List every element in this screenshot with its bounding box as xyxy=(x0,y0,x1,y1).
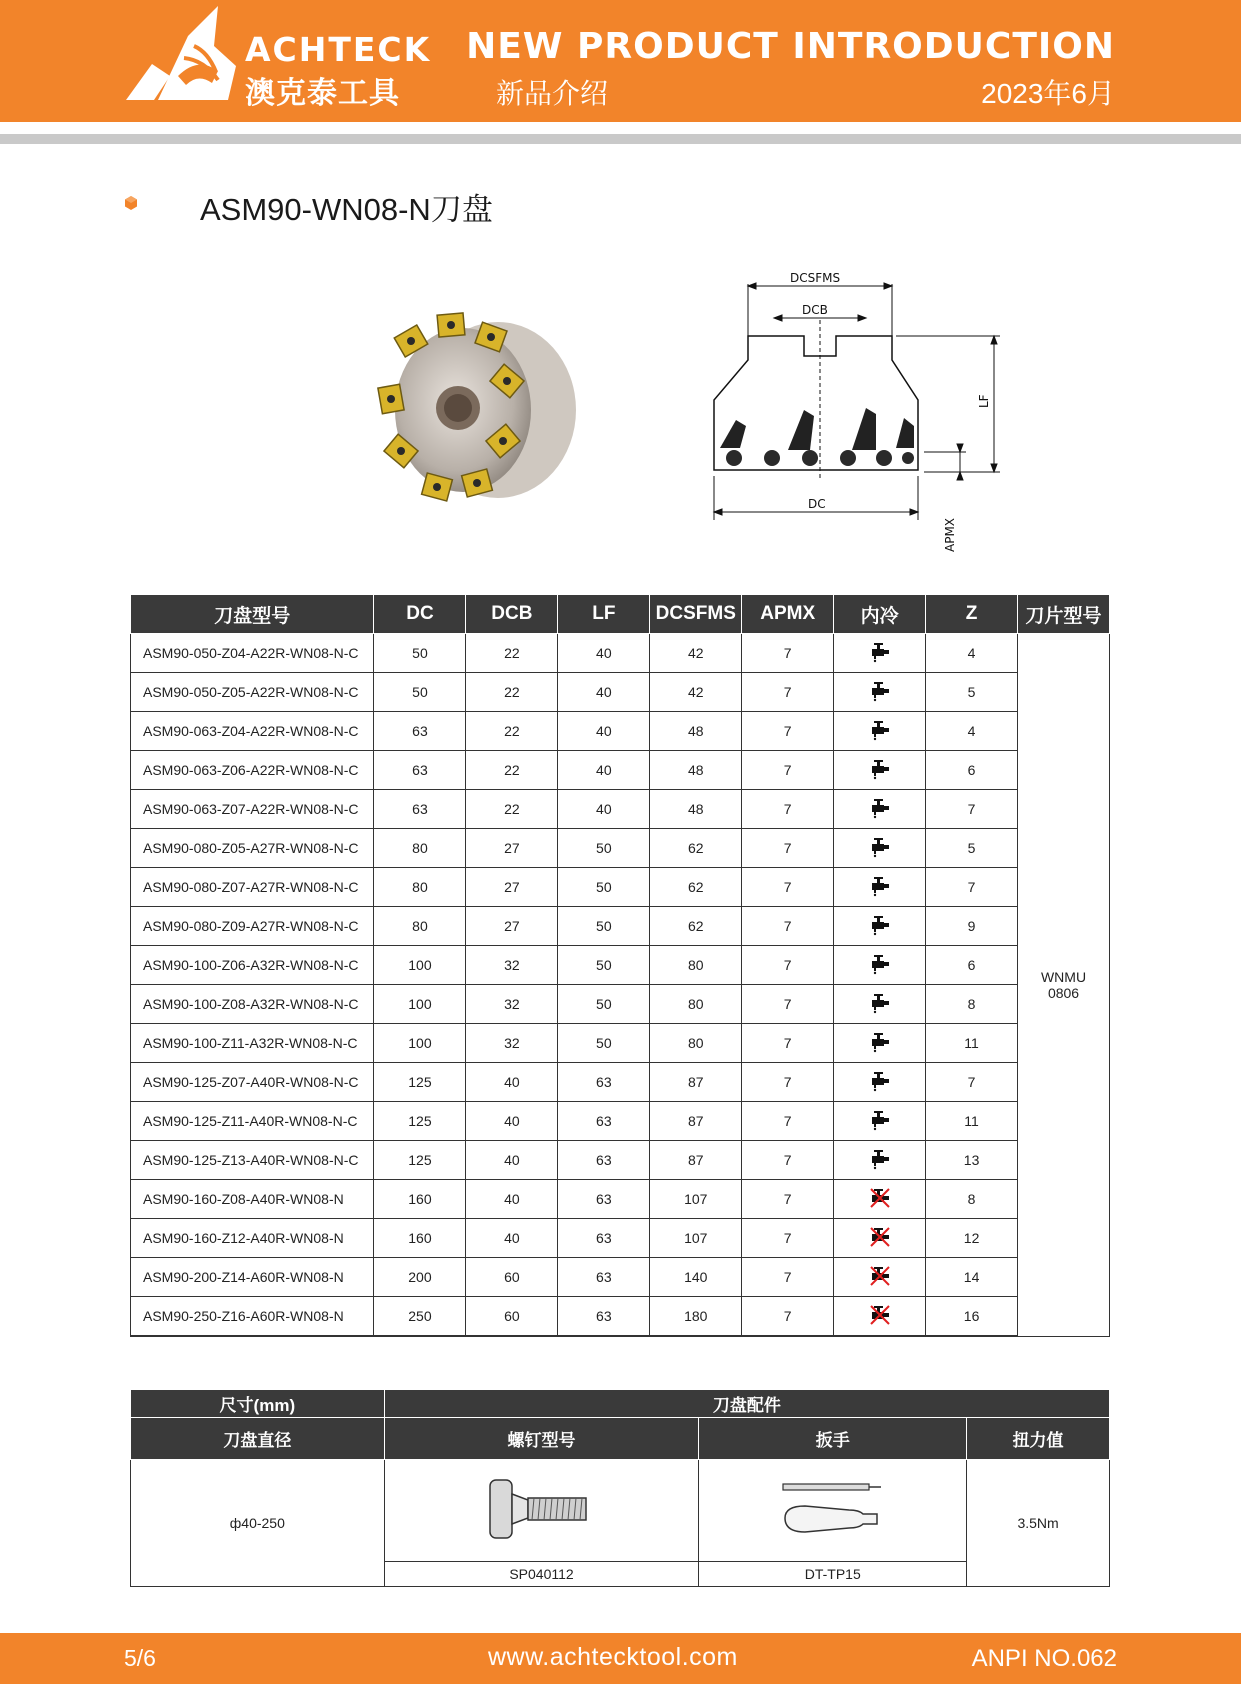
no-coolant-icon xyxy=(869,1187,891,1209)
coolant-tap-icon xyxy=(869,680,891,702)
wrench-image-cell xyxy=(699,1460,967,1562)
cell-z: 14 xyxy=(926,1258,1018,1297)
coolant-tap-icon xyxy=(869,1031,891,1053)
cell-dcb: 22 xyxy=(466,712,558,751)
cell-apmx: 7 xyxy=(742,868,834,907)
cell-coolant xyxy=(834,634,926,673)
coolant-tap-icon xyxy=(869,992,891,1014)
lf-label: LF xyxy=(977,394,991,408)
cell-dcsfms: 80 xyxy=(650,946,742,985)
table-row xyxy=(131,673,1110,712)
acc-col-screw: 螺钉型号 xyxy=(384,1418,699,1460)
cell-z: 6 xyxy=(926,751,1018,790)
screw-icon xyxy=(482,1472,602,1546)
table-row xyxy=(131,712,1110,751)
cell-dcsfms: 87 xyxy=(650,1141,742,1180)
table-row xyxy=(131,1063,1110,1102)
cell-model: ASM90-063-Z06-A22R-WN08-N-C xyxy=(131,751,374,790)
col-header-model: 刀盘型号 xyxy=(131,595,374,634)
cell-apmx: 7 xyxy=(742,1297,834,1337)
acc-diameter-value: ф40-250 xyxy=(131,1460,385,1587)
cell-dc: 100 xyxy=(374,985,466,1024)
cell-model: ASM90-063-Z07-A22R-WN08-N-C xyxy=(131,790,374,829)
cell-apmx: 7 xyxy=(742,1258,834,1297)
cell-dcsfms: 87 xyxy=(650,1063,742,1102)
table-row xyxy=(131,907,1110,946)
cell-lf: 40 xyxy=(558,751,650,790)
acc-wrench-value: DT-TP15 xyxy=(699,1562,967,1587)
cell-apmx: 7 xyxy=(742,907,834,946)
cell-coolant xyxy=(834,907,926,946)
document-number: ANPI NO.062 xyxy=(971,1645,1117,1672)
cell-z: 7 xyxy=(926,1063,1018,1102)
cell-dcb: 22 xyxy=(466,634,558,673)
cell-apmx: 7 xyxy=(742,985,834,1024)
cell-dcsfms: 140 xyxy=(650,1258,742,1297)
cell-dc: 50 xyxy=(374,673,466,712)
cell-dc: 200 xyxy=(374,1258,466,1297)
screw-image-cell xyxy=(384,1460,699,1562)
cell-dc: 160 xyxy=(374,1219,466,1258)
col-header-dc: DC xyxy=(374,595,466,634)
cell-dcb: 40 xyxy=(466,1180,558,1219)
col-header-dcsfms: DCSFMS xyxy=(650,595,742,634)
cell-lf: 50 xyxy=(558,907,650,946)
table-row xyxy=(131,1102,1110,1141)
cell-dc: 63 xyxy=(374,712,466,751)
cell-z: 5 xyxy=(926,673,1018,712)
cell-dcb: 60 xyxy=(466,1297,558,1337)
cell-lf: 63 xyxy=(558,1258,650,1297)
page-title: ASM90-WN08-N刀盘 xyxy=(200,192,493,227)
divider-bar xyxy=(0,134,1241,144)
cell-z: 11 xyxy=(926,1024,1018,1063)
coolant-tap-icon xyxy=(869,836,891,858)
cell-coolant xyxy=(834,751,926,790)
cell-dc: 100 xyxy=(374,1024,466,1063)
cell-lf: 50 xyxy=(558,1024,650,1063)
cell-lf: 63 xyxy=(558,1297,650,1337)
header-bar xyxy=(0,0,1241,122)
wrench-icon xyxy=(773,1472,893,1546)
cell-apmx: 7 xyxy=(742,634,834,673)
cell-model: ASM90-125-Z11-A40R-WN08-N-C xyxy=(131,1102,374,1141)
cell-apmx: 7 xyxy=(742,673,834,712)
cell-dc: 80 xyxy=(374,907,466,946)
cell-dc: 63 xyxy=(374,751,466,790)
col-header-coolant: 内冷 xyxy=(834,595,926,634)
cell-dc: 80 xyxy=(374,868,466,907)
cell-coolant xyxy=(834,1297,926,1337)
cell-model: ASM90-100-Z08-A32R-WN08-N-C xyxy=(131,985,374,1024)
cell-coolant xyxy=(834,868,926,907)
cell-z: 4 xyxy=(926,712,1018,751)
cell-apmx: 7 xyxy=(742,1219,834,1258)
cell-dc: 125 xyxy=(374,1102,466,1141)
cell-dc: 160 xyxy=(374,1180,466,1219)
cell-apmx: 7 xyxy=(742,946,834,985)
col-header-z: Z xyxy=(926,595,1018,634)
cell-model: ASM90-200-Z14-A60R-WN08-N xyxy=(131,1258,374,1297)
cell-apmx: 7 xyxy=(742,790,834,829)
spec-header-row xyxy=(131,595,1110,634)
cell-dcb: 40 xyxy=(466,1102,558,1141)
coolant-tap-icon xyxy=(869,914,891,936)
cell-dcsfms: 87 xyxy=(650,1102,742,1141)
cell-lf: 63 xyxy=(558,1102,650,1141)
accessory-table xyxy=(130,1389,1110,1587)
spec-table xyxy=(130,594,1110,1337)
cell-z: 13 xyxy=(926,1141,1018,1180)
cell-dcb: 32 xyxy=(466,946,558,985)
cell-dcsfms: 48 xyxy=(650,790,742,829)
cell-dcb: 22 xyxy=(466,751,558,790)
cell-model: ASM90-050-Z04-A22R-WN08-N-C xyxy=(131,634,374,673)
cell-lf: 40 xyxy=(558,673,650,712)
cell-dcb: 40 xyxy=(466,1219,558,1258)
cell-apmx: 7 xyxy=(742,1024,834,1063)
header-subtitle: 新品介绍 xyxy=(496,78,609,109)
cell-z: 16 xyxy=(926,1297,1018,1337)
cell-model: ASM90-125-Z07-A40R-WN08-N-C xyxy=(131,1063,374,1102)
coolant-tap-icon xyxy=(869,1148,891,1170)
cell-lf: 63 xyxy=(558,1063,650,1102)
table-row xyxy=(131,1180,1110,1219)
website-link[interactable]: www.achtecktool.com xyxy=(488,1643,738,1671)
coolant-tap-icon xyxy=(869,758,891,780)
table-row xyxy=(131,1219,1110,1258)
col-header-insert: 刀片型号 xyxy=(1018,595,1110,634)
cell-apmx: 7 xyxy=(742,1102,834,1141)
coolant-tap-icon xyxy=(869,797,891,819)
cell-z: 5 xyxy=(926,829,1018,868)
acc-screw-value: SP040112 xyxy=(384,1562,699,1587)
acc-torque-value: 3.5Nm xyxy=(967,1460,1110,1587)
brand-name-en: ACHTECK xyxy=(245,30,432,69)
cell-dcsfms: 48 xyxy=(650,751,742,790)
cell-dcb: 27 xyxy=(466,907,558,946)
cell-model: ASM90-160-Z08-A40R-WN08-N xyxy=(131,1180,374,1219)
cell-dc: 50 xyxy=(374,634,466,673)
cell-z: 7 xyxy=(926,790,1018,829)
coolant-tap-icon xyxy=(869,875,891,897)
table-row xyxy=(131,634,1110,673)
cell-model: ASM90-250-Z16-A60R-WN08-N xyxy=(131,1297,374,1337)
acc-col-torque: 扭力值 xyxy=(967,1418,1110,1460)
cell-dcb: 40 xyxy=(466,1141,558,1180)
cell-model: ASM90-160-Z12-A40R-WN08-N xyxy=(131,1219,374,1258)
cell-dc: 125 xyxy=(374,1141,466,1180)
insert-line-1: WNMU xyxy=(1040,968,1087,985)
cell-dcsfms: 42 xyxy=(650,673,742,712)
hexagon-bullet-icon xyxy=(124,196,138,210)
cell-dcb: 32 xyxy=(466,1024,558,1063)
cell-dcsfms: 107 xyxy=(650,1219,742,1258)
table-row xyxy=(131,829,1110,868)
cell-coolant xyxy=(834,1102,926,1141)
cell-lf: 40 xyxy=(558,712,650,751)
cell-lf: 63 xyxy=(558,1141,650,1180)
cell-lf: 50 xyxy=(558,868,650,907)
cell-apmx: 7 xyxy=(742,751,834,790)
milling-cutter-photo xyxy=(378,300,598,520)
cell-z: 8 xyxy=(926,1180,1018,1219)
cell-dcsfms: 62 xyxy=(650,829,742,868)
cell-dcb: 22 xyxy=(466,790,558,829)
cell-coolant xyxy=(834,712,926,751)
table-row xyxy=(131,868,1110,907)
dimension-diagram xyxy=(748,271,1088,560)
cell-z: 4 xyxy=(926,634,1018,673)
table-row xyxy=(131,1297,1110,1337)
cell-dcsfms: 62 xyxy=(650,868,742,907)
header-title: NEW PRODUCT INTRODUCTION xyxy=(466,26,1115,67)
dcsfms-label: DCSFMS xyxy=(790,271,841,285)
cell-coolant xyxy=(834,1141,926,1180)
col-header-apmx: APMX xyxy=(742,595,834,634)
cell-model: ASM90-080-Z09-A27R-WN08-N-C xyxy=(131,907,374,946)
table-row xyxy=(131,751,1110,790)
cell-apmx: 7 xyxy=(742,712,834,751)
table-row xyxy=(131,1141,1110,1180)
insert-line-2: 0806 xyxy=(1047,984,1080,1001)
col-header-lf: LF xyxy=(558,595,650,634)
cell-dc: 125 xyxy=(374,1063,466,1102)
coolant-tap-icon xyxy=(869,953,891,975)
table-row xyxy=(131,946,1110,985)
cell-lf: 50 xyxy=(558,829,650,868)
cell-dc: 250 xyxy=(374,1297,466,1337)
cell-model: ASM90-100-Z11-A32R-WN08-N-C xyxy=(131,1024,374,1063)
cell-coolant xyxy=(834,1180,926,1219)
cell-model: ASM90-050-Z05-A22R-WN08-N-C xyxy=(131,673,374,712)
cell-dcsfms: 107 xyxy=(650,1180,742,1219)
cell-dcb: 27 xyxy=(466,829,558,868)
cell-lf: 63 xyxy=(558,1180,650,1219)
footer-bar xyxy=(0,1633,1241,1684)
cell-z: 12 xyxy=(926,1219,1018,1258)
cell-dcsfms: 48 xyxy=(650,712,742,751)
cell-insert-type xyxy=(1018,634,1110,1337)
cell-coolant xyxy=(834,673,926,712)
cell-coolant xyxy=(834,1219,926,1258)
page-number: 5/6 xyxy=(124,1645,156,1671)
acc-col-diameter: 刀盘直径 xyxy=(131,1418,385,1460)
cell-dcb: 40 xyxy=(466,1063,558,1102)
cell-coolant xyxy=(834,1063,926,1102)
cell-apmx: 7 xyxy=(742,829,834,868)
dc-label: DC xyxy=(808,497,826,511)
coolant-tap-icon xyxy=(869,1109,891,1131)
cell-dc: 100 xyxy=(374,946,466,985)
cell-dcb: 32 xyxy=(466,985,558,1024)
cell-z: 11 xyxy=(926,1102,1018,1141)
cell-z: 6 xyxy=(926,946,1018,985)
cell-lf: 50 xyxy=(558,946,650,985)
brand-name-cn: 澳克泰工具 xyxy=(245,76,400,111)
table-row xyxy=(131,985,1110,1024)
cell-apmx: 7 xyxy=(742,1063,834,1102)
cell-coolant xyxy=(834,946,926,985)
table-row xyxy=(131,1258,1110,1297)
cell-model: ASM90-063-Z04-A22R-WN08-N-C xyxy=(131,712,374,751)
apmx-label: APMX xyxy=(943,517,957,552)
cell-coolant xyxy=(834,829,926,868)
cell-dcsfms: 80 xyxy=(650,1024,742,1063)
coolant-tap-icon xyxy=(869,641,891,663)
cell-dcsfms: 180 xyxy=(650,1297,742,1337)
cell-model: ASM90-100-Z06-A32R-WN08-N-C xyxy=(131,946,374,985)
cell-model: ASM90-080-Z07-A27R-WN08-N-C xyxy=(131,868,374,907)
dcb-label: DCB xyxy=(802,303,828,317)
cell-dcb: 27 xyxy=(466,868,558,907)
cell-z: 9 xyxy=(926,907,1018,946)
table-row xyxy=(131,1024,1110,1063)
acc-group-size: 尺寸(mm) xyxy=(131,1390,385,1418)
header-date: 2023年6月 xyxy=(981,78,1115,109)
no-coolant-icon xyxy=(869,1265,891,1287)
cell-dc: 63 xyxy=(374,790,466,829)
coolant-tap-icon xyxy=(869,1070,891,1092)
cell-dcsfms: 62 xyxy=(650,907,742,946)
col-header-dcb: DCB xyxy=(466,595,558,634)
cell-dc: 80 xyxy=(374,829,466,868)
cell-apmx: 7 xyxy=(742,1141,834,1180)
cell-model: ASM90-125-Z13-A40R-WN08-N-C xyxy=(131,1141,374,1180)
cell-dcb: 60 xyxy=(466,1258,558,1297)
cell-model: ASM90-080-Z05-A27R-WN08-N-C xyxy=(131,829,374,868)
cell-lf: 40 xyxy=(558,790,650,829)
no-coolant-icon xyxy=(869,1226,891,1248)
cell-z: 8 xyxy=(926,985,1018,1024)
cell-apmx: 7 xyxy=(742,1180,834,1219)
cell-coolant xyxy=(834,1258,926,1297)
cell-dcsfms: 80 xyxy=(650,985,742,1024)
cell-dcb: 22 xyxy=(466,673,558,712)
cell-dcsfms: 42 xyxy=(650,634,742,673)
cell-lf: 50 xyxy=(558,985,650,1024)
cell-lf: 63 xyxy=(558,1219,650,1258)
cell-coolant xyxy=(834,1024,926,1063)
coolant-tap-icon xyxy=(869,719,891,741)
no-coolant-icon xyxy=(869,1304,891,1326)
cell-coolant xyxy=(834,985,926,1024)
cell-coolant xyxy=(834,790,926,829)
cell-lf: 40 xyxy=(558,634,650,673)
table-row xyxy=(131,790,1110,829)
acc-col-wrench: 扳手 xyxy=(699,1418,967,1460)
acc-group-parts: 刀盘配件 xyxy=(384,1390,1109,1418)
cell-z: 7 xyxy=(926,868,1018,907)
